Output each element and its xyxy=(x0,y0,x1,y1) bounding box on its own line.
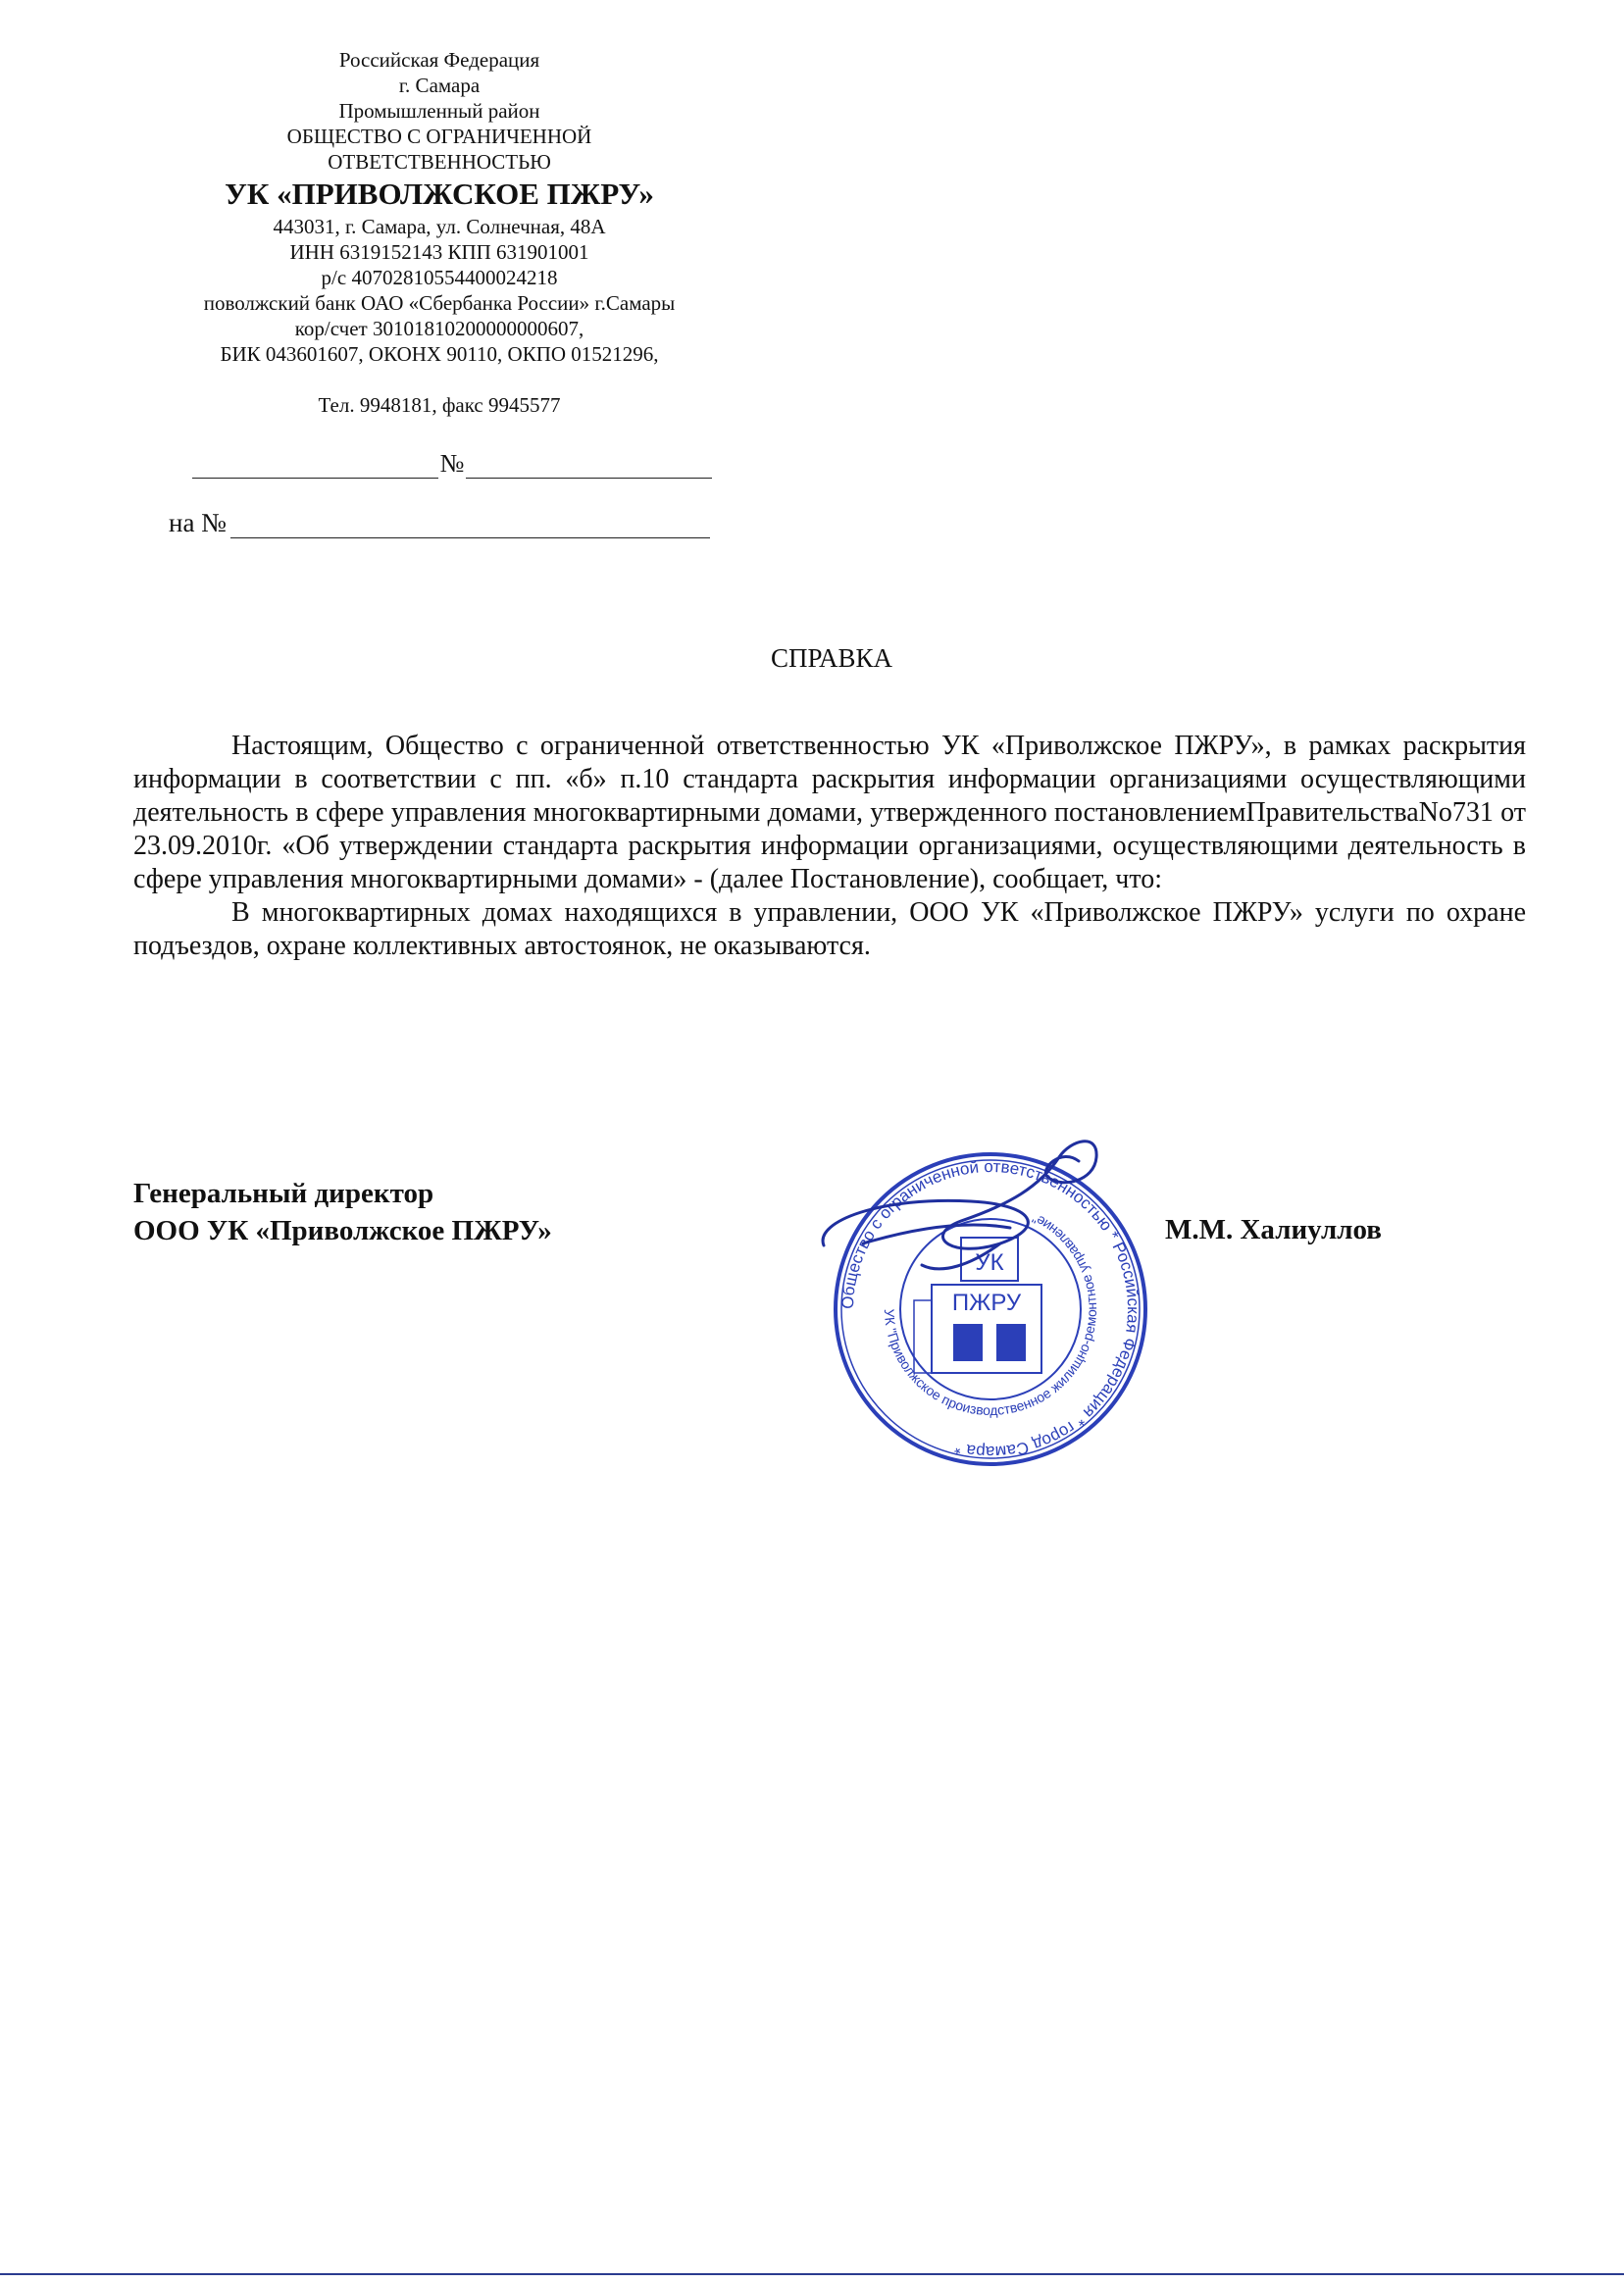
number-sign: № xyxy=(439,449,465,478)
letterhead-inn: ИНН 6319152143 КПП 631901001 xyxy=(289,240,589,264)
signatory-company: ООО УК «Приволжское ПЖРУ» xyxy=(133,1215,552,1246)
signatory-position: Генеральный директор xyxy=(133,1178,434,1209)
signatory-name: М.М. Халиуллов xyxy=(1165,1214,1382,1245)
reference-blank xyxy=(230,512,710,538)
letterhead-corr-account: кор/счет 30101810200000000607, xyxy=(294,317,584,340)
body-paragraph: Настоящим, Общество с ограниченной ответственностью УК «Приволжское ПЖРУ», в рамках раскрытия информации в соответствии с пп. «б» п.10 стандарта раскрытия информации организациями осуществляющими деятельность в сфере управления многоквартирными домами, утвержденного постановлениемПравительстваNo731 от 23.09.2010г. «Об утверждении стандарта раскрытия информации организациями, осуществляющими деятельность в сфере управления многоквартирными домами» - (далее Постановление), сообщает, что: xyxy=(133,731,1526,894)
stamp-outer-text: Общество с ограниченной ответственностью * Российская Федерация * город Самара * xyxy=(837,1156,1143,1462)
letterhead-account: р/с 40702810554400024218 xyxy=(321,266,558,289)
letterhead-line: ОТВЕТСТВЕННОСТЬЮ xyxy=(328,150,551,174)
body-paragraph: В многоквартирных домах находящихся в управлении, ООО УК «Приволжское ПЖРУ» услуги по охране подъездов, охране коллективных автостоянок, не оказываются. xyxy=(133,897,1526,961)
letterhead-line: г. Самара xyxy=(398,74,481,97)
letterhead-bik: БИК 043601607, ОКОНХ 90110, ОКПО 01521296, xyxy=(220,342,659,366)
signatory-block xyxy=(133,1175,552,1249)
letterhead xyxy=(145,47,734,418)
document-body xyxy=(133,730,1526,963)
reference-label: на № xyxy=(169,508,227,537)
letterhead-phone: Тел. 9948181, факс 9945577 xyxy=(318,393,561,417)
letterhead-bank: поволжский банк ОАО «Сбербанка России» г.Самары xyxy=(203,291,676,315)
letterhead-line: Промышленный район xyxy=(338,99,540,123)
company-stamp xyxy=(804,1128,1177,1491)
reference-number-field xyxy=(169,508,710,538)
letterhead-address: 443031, г. Самара, ул. Солнечная, 48А xyxy=(273,215,606,238)
stamp-logo-bottom: ПЖРУ xyxy=(951,1290,1022,1316)
outgoing-number-field xyxy=(192,449,712,479)
letterhead-line: ОБЩЕСТВО С ОГРАНИЧЕННОЙ xyxy=(286,125,592,148)
letterhead-line: Российская Федерация xyxy=(338,48,540,72)
document-title: СПРАВКА xyxy=(770,643,893,673)
number-blank-right xyxy=(466,454,712,479)
stamp-logo-top: УК xyxy=(975,1249,1004,1276)
scan-edge-line xyxy=(0,2273,1624,2275)
organization-name: УК «ПРИВОЛЖСКОЕ ПЖРУ» xyxy=(225,177,654,211)
number-blank-left xyxy=(192,454,438,479)
stamp-inner-text: УК "Приволжское производственное жилищно-ремонтное управление" xyxy=(881,1210,1100,1419)
